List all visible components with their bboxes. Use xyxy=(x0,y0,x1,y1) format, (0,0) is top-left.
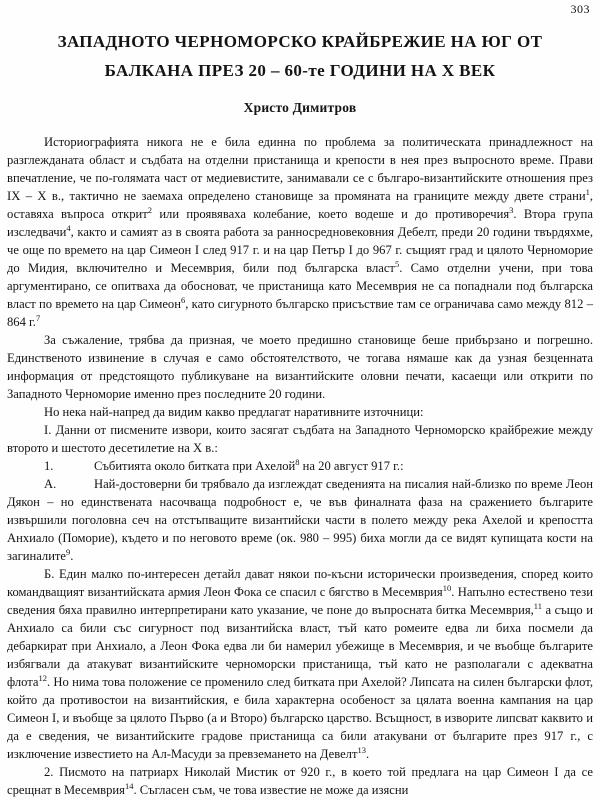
paragraph-narrative-sources-intro: Но нека най-напред да видим какво предлагат наративните източници: xyxy=(44,405,424,419)
footnote-marker: 12 xyxy=(38,672,48,683)
paragraph-item-1-acheloi xyxy=(7,457,593,475)
paragraph-item-b-leon-phokas: Б. Един малко по-интересен детайл дават някои по-късни исторически произведения, според които командващият византийската армия Леон Фока се спасил с бягство в Месемврия$^{10}$. Напълно естествено тези сведения бяха правилно интерпретирани като указание, че поне до въпросната битка Месемврия,$^{11}$ а също и Анхиало са били със сигурност под византийска власт, тъй като ромеите едва ли биха посмели да дебаркират при Анхиало, а Леон Фока едва ли би намерил убежище в Месемврия, и че въобще българите избягвали да атакуват византийските черноморски пристанища, тъй като не разполагали с адекватна флота$^{12}$. Но нима това положение се променило след битката при Ахелой? Липсата на силен български флот, който да противостои на византийския, е била характерна особеност за цялата военна кампания на цар Симеон I, и въобще за цялото Първо (а и Второ) българско царство. Всъщност, в изворите липсват каквито и да е сведения, че византийските градове пристанища са били атакувани от българите през 917 г., с изключение известието на Ал-Масуди за превземането на Девелт$^{13}$. xyxy=(7,567,594,761)
paper-author: Христо Димитров xyxy=(243,100,357,115)
paper-title xyxy=(7,27,593,85)
footnote-marker: 2 xyxy=(147,204,153,215)
paper-title-line-2: БАЛКАНА ПРЕЗ 20 – 60-те ГОДИНИ НА X ВЕК xyxy=(104,61,496,80)
item-a-marker: А. xyxy=(44,477,57,491)
footnote-marker: 10 xyxy=(442,582,452,593)
footnote-marker: 9 xyxy=(66,546,71,557)
paper-body xyxy=(7,133,593,799)
paragraph-historiography: Историографията никога не е била единна по проблема за политическата принадлежност на разглежданата област и съдбата на отделни пристанища и крепости в нея през въпросното време. Прави впечатление, че по-голямата част от медиевистите, занимавали се с българо-византийските отношения през IX – X в., тактично не заемаха определено становище за промяната на границите между двете страни$^1$, оставяха въпроса открит$^2$ или проявяваха колебание, което водеше и до противоречия$^3$. Втора група изследвачи$^4$, както и самият аз в своята работа за ранносредновековния Дебелт, преди 20 години твърдяхме, че още по времето на цар Симеон I след 917 г. и на цар Петър I до 967 г. същият град и цялото Черноморие до Мидия, включително и Месемврия, били под българска власт$^5$. Само отделни учени, при това аргументирано, се опитваха да обосноват, че пристанища като Месемврия не са попаднали под българска власт по времето на цар Симеон$^6$, като сигурното българско присъствие там се ограничава само между 812 – 864 г.$^7$ xyxy=(7,135,593,329)
footnote-marker: 5 xyxy=(394,258,400,269)
item-1-text: Събитията около битката при Ахелой$^8$ на 20 август 917 г.: xyxy=(94,456,404,473)
footnote-marker: 4 xyxy=(66,222,71,233)
footnote-marker: 13 xyxy=(357,744,366,755)
footnote-marker: 1 xyxy=(585,186,590,197)
footnote-marker: 7 xyxy=(35,312,41,323)
paragraph-apology: За съжаление, трябва да призная, че моето предишно становище беше прибързано и погрешно. Единственото извинение в случая е само обстоятелството, че тогава нямаше как да узная безценната информация от предстоящото публикуване на византийските оловни печати, касаещи или открити по Западното Черноморие именно през последните 20 години. xyxy=(7,333,593,401)
item-1-marker: 1. xyxy=(44,459,54,473)
paper-title-line-1: ЗАПАДНОТО ЧЕРНОМОРСКО КРАЙБРЕЖИЕ НА ЮГ ОТ xyxy=(57,32,543,51)
footnote-marker: 11 xyxy=(533,600,542,611)
paragraph-item-2-nicholas-mystikos: 2. Писмото на патриарх Николай Мистик от 920 г., в което той предлага на цар Симеон I да се срещнат в Месемврия$^{14}$. Съгласен съм, че това известие не може да изясни xyxy=(7,765,593,797)
page-number: 303 xyxy=(570,2,590,16)
paragraph-section-1-heading: I. Данни от писмените извори, които засягат съдбата на Западното Черноморско крайбрежие между второто и шестото десетилетие на X в.: xyxy=(7,423,593,455)
footnote-marker: 14 xyxy=(124,780,134,791)
item-a-text: Най-достоверни би трябвало да изглеждат сведенията на писалия най-близко по време Леон Дякон – но единствената насочваща подробност е, че във финалната фаза на сражението българите извършили поголовна сеч на отстъпващите византийски части в полето между река Ахелой и крепостта Анхиало (Поморие), където и по неговото време (ок. 980 – 995) биха могли да се видят купищата кости на загиналите$^9$. xyxy=(7,477,593,563)
footnote-marker: 3 xyxy=(509,204,514,215)
paragraph-item-a-leon-deacon xyxy=(7,475,593,565)
footnote-marker: 6 xyxy=(180,294,186,305)
footnote-marker: 8 xyxy=(295,456,300,467)
